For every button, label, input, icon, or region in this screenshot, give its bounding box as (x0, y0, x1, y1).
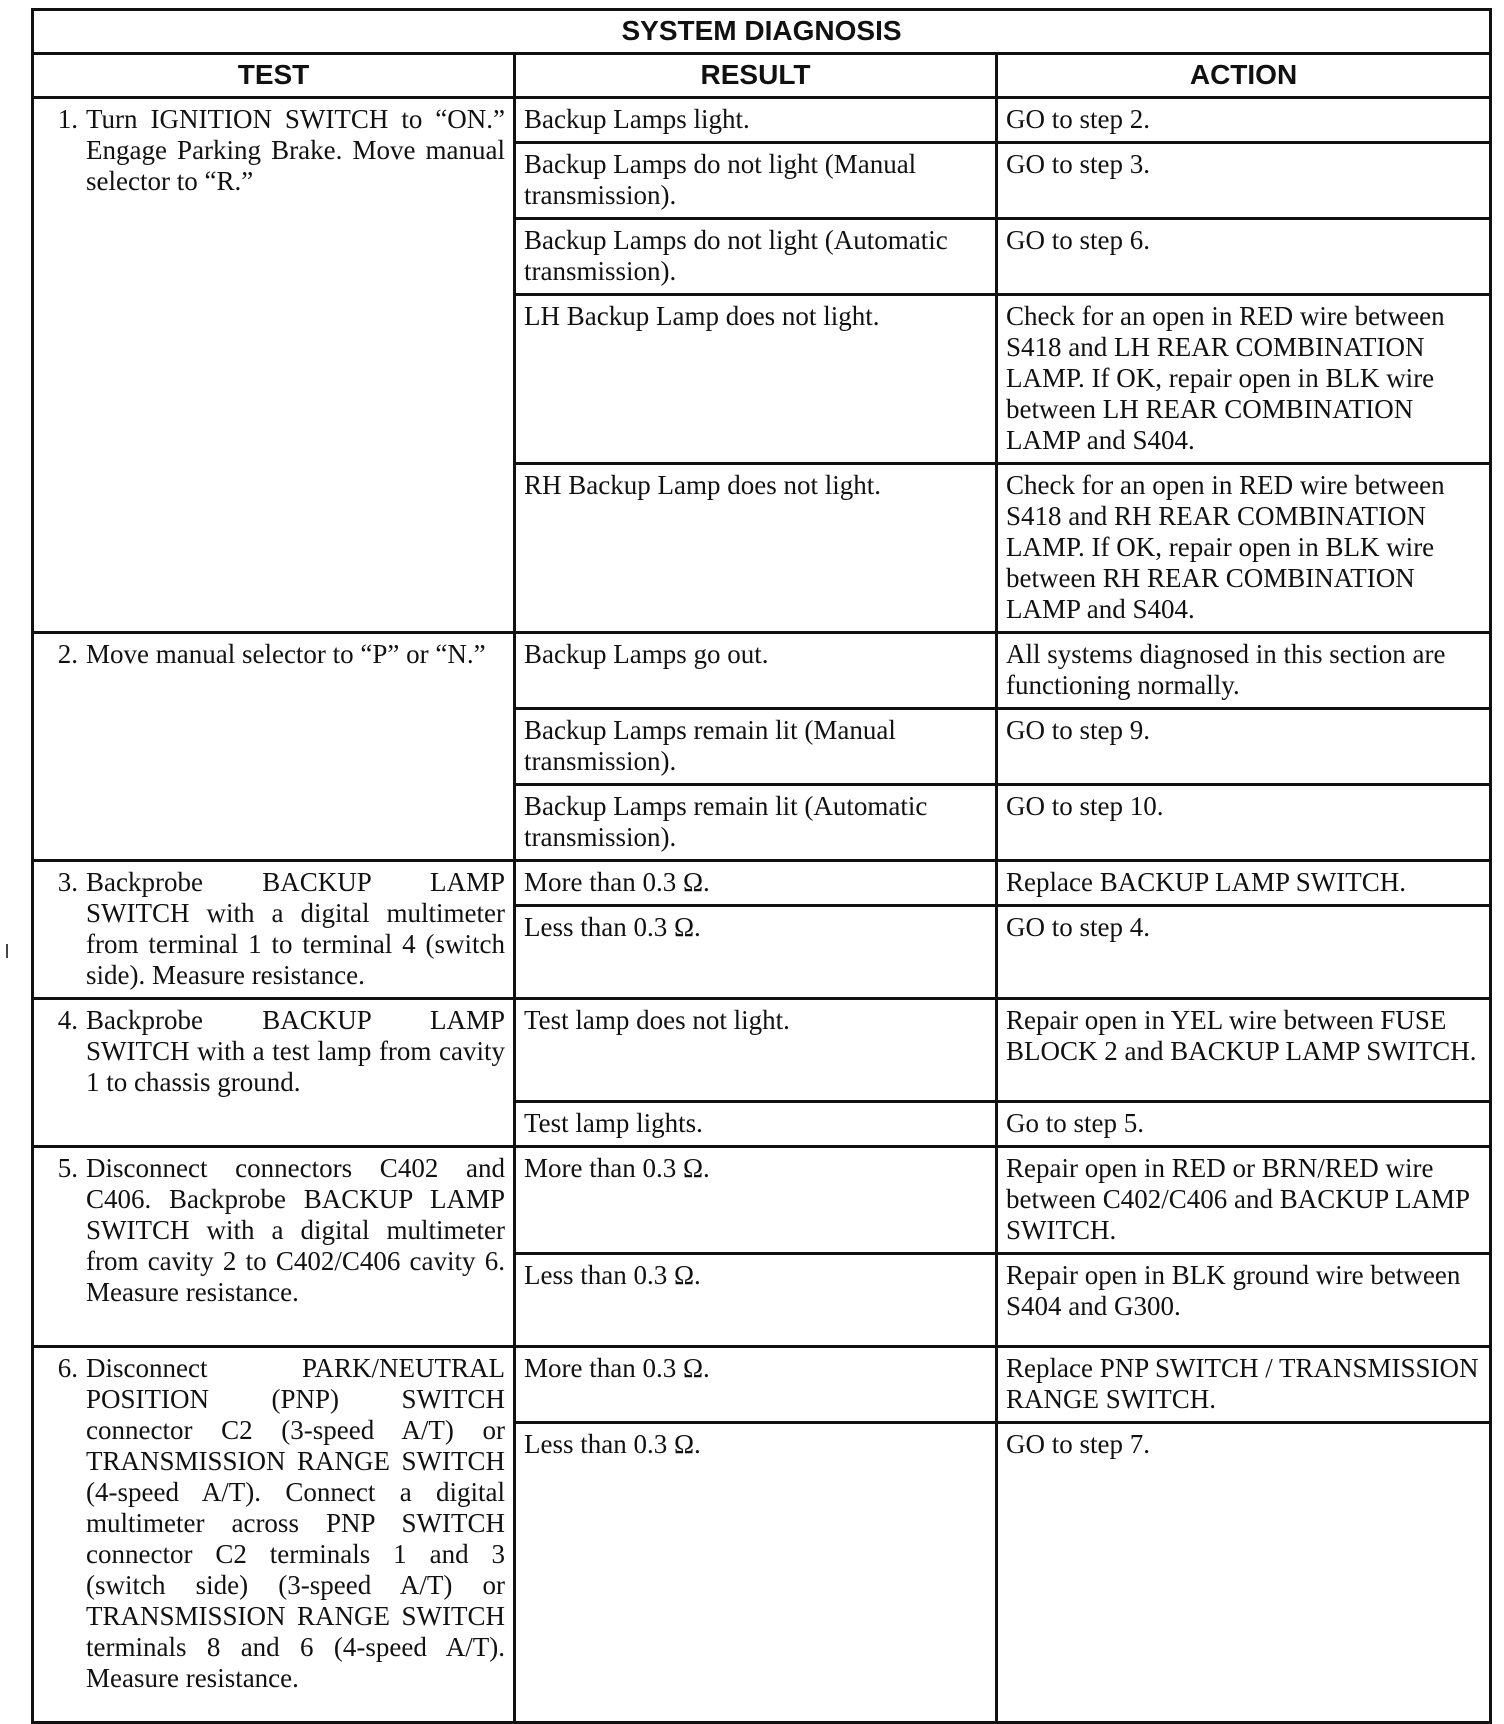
result-cell: Backup Lamps go out. (515, 633, 997, 709)
result-cell: LH Backup Lamp does not light. (515, 295, 997, 464)
table-row (33, 633, 1491, 709)
table-row (33, 999, 1491, 1102)
action-cell: GO to step 10. (997, 785, 1491, 861)
table-row (33, 1147, 1491, 1254)
result-cell: Less than 0.3 Ω. (515, 1423, 997, 1723)
step-number: 4. (57, 1005, 78, 1035)
action-cell: GO to step 9. (997, 709, 1491, 785)
step-number: 5. (57, 1153, 78, 1183)
result-cell: RH Backup Lamp does not light. (515, 464, 997, 633)
column-header-result: RESULT (515, 54, 997, 98)
margin-mark (6, 944, 8, 958)
test-cell-step-6 (33, 1347, 515, 1723)
result-cell: Less than 0.3 Ω. (515, 1254, 997, 1347)
table-row (33, 1347, 1491, 1423)
step-number: 1. (57, 104, 78, 134)
test-cell-step-3 (33, 861, 515, 999)
table-title: SYSTEM DIAGNOSIS (33, 10, 1491, 54)
action-cell: Go to step 5. (997, 1102, 1491, 1147)
step-number: 6. (57, 1353, 78, 1383)
action-cell: GO to step 2. (997, 98, 1491, 143)
test-cell-step-2 (33, 633, 515, 861)
result-cell: Backup Lamps light. (515, 98, 997, 143)
column-header-action: ACTION (997, 54, 1491, 98)
result-cell: Backup Lamps remain lit (Manual transmission). (515, 709, 997, 785)
result-cell: More than 0.3 Ω. (515, 861, 997, 906)
action-cell: GO to step 6. (997, 219, 1491, 295)
action-cell: Check for an open in RED wire between S418 and RH REAR COMBINATION LAMP. If OK, repair open in BLK wire between RH REAR COMBINATION LAMP and S404. (997, 464, 1491, 633)
table-row (33, 98, 1491, 143)
action-cell: GO to step 3. (997, 143, 1491, 219)
test-text: Turn IGNITION SWITCH to “ON.” Engage Parking Brake. Move manual selector to “R.” (86, 104, 505, 196)
action-cell: Replace PNP SWITCH / TRANSMISSION RANGE SWITCH. (997, 1347, 1491, 1423)
result-cell: Test lamp does not light. (515, 999, 997, 1102)
result-cell: Backup Lamps do not light (Manual transmission). (515, 143, 997, 219)
test-text: Move manual selector to “P” or “N.” (86, 639, 486, 669)
action-cell: Repair open in RED or BRN/RED wire between C402/C406 and BACKUP LAMP SWITCH. (997, 1147, 1491, 1254)
action-cell: Repair open in YEL wire between FUSE BLOCK 2 and BACKUP LAMP SWITCH. (997, 999, 1491, 1102)
result-cell: Backup Lamps do not light (Automatic transmission). (515, 219, 997, 295)
result-cell: Less than 0.3 Ω. (515, 906, 997, 999)
step-number: 3. (57, 867, 78, 897)
result-cell: Test lamp lights. (515, 1102, 997, 1147)
result-cell: More than 0.3 Ω. (515, 1347, 997, 1423)
test-text: Disconnect connectors C402 and C406. Backprobe BACKUP LAMP SWITCH with a digital multimeter from cavity 2 to C402/C406 cavity 6. Measure resistance. (86, 1153, 505, 1307)
test-cell-step-1 (33, 98, 515, 633)
test-cell-step-5 (33, 1147, 515, 1347)
action-cell: Replace BACKUP LAMP SWITCH. (997, 861, 1491, 906)
test-text: Backprobe BACKUP LAMP SWITCH with a test lamp from cavity 1 to chassis ground. (86, 1005, 505, 1097)
test-text: Disconnect PARK/NEUTRAL POSITION (PNP) SWITCH connector C2 (3-speed A/T) or TRANSMISSION RANGE SWITCH (4-speed A/T). Connect a digital multimeter across PNP SWITCH connector C2 terminals 1 and 3 (switch side) (3-speed A/T) or TRANSMISSION RANGE SWITCH terminals 8 and 6 (4-speed A/T). Measure resistance. (86, 1353, 505, 1693)
system-diagnosis-table (31, 8, 1492, 1724)
action-cell: Check for an open in RED wire between S418 and LH REAR COMBINATION LAMP. If OK, repair open in BLK wire between LH REAR COMBINATION LAMP and S404. (997, 295, 1491, 464)
action-cell: GO to step 7. (997, 1423, 1491, 1723)
step-number: 2. (57, 639, 78, 669)
column-header-test: TEST (33, 54, 515, 98)
action-cell: Repair open in BLK ground wire between S404 and G300. (997, 1254, 1491, 1347)
diagnosis-sheet (31, 8, 1489, 1724)
action-cell: GO to step 4. (997, 906, 1491, 999)
result-cell: Backup Lamps remain lit (Automatic transmission). (515, 785, 997, 861)
diagnosis-body (33, 98, 1491, 1723)
table-row (33, 861, 1491, 906)
action-cell: All systems diagnosed in this section are functioning normally. (997, 633, 1491, 709)
test-text: Backprobe BACKUP LAMP SWITCH with a digital multimeter from terminal 1 to terminal 4 (switch side). Measure resistance. (86, 867, 505, 990)
result-cell: More than 0.3 Ω. (515, 1147, 997, 1254)
test-cell-step-4 (33, 999, 515, 1147)
